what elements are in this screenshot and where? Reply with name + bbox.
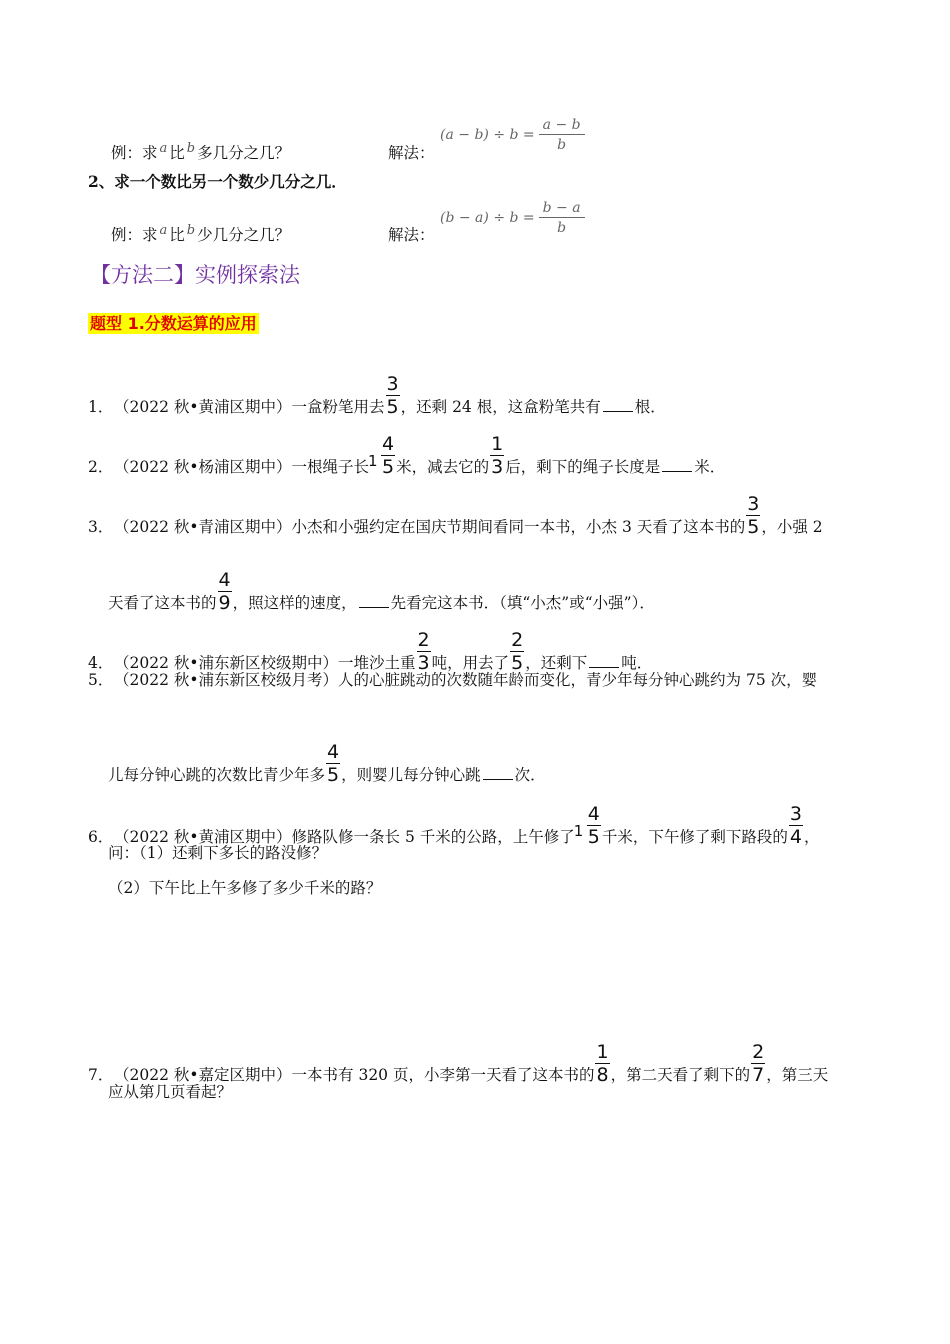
method-title: 【方法二】实例探索法 bbox=[90, 263, 300, 287]
q2-text-1: 一根绳子长 bbox=[291, 458, 370, 476]
fraction-numerator: 1 bbox=[596, 1041, 609, 1063]
mixed-fraction bbox=[368, 433, 395, 478]
rule2-formula bbox=[440, 200, 585, 236]
answer-blank[interactable] bbox=[662, 457, 692, 472]
fraction-numerator: 3 bbox=[386, 373, 399, 395]
fraction-numerator: 4 bbox=[587, 803, 600, 825]
question-number: 3． bbox=[88, 518, 114, 536]
fraction-numerator: 3 bbox=[747, 493, 760, 515]
fraction-denominator: 7 bbox=[752, 1064, 765, 1086]
question-source: （2022 秋•浦东新区校级月考） bbox=[114, 671, 339, 689]
fraction bbox=[751, 1042, 765, 1085]
q3-text-3: 天看了这本书的 bbox=[108, 594, 217, 612]
fraction bbox=[218, 570, 232, 613]
fraction-numerator: 1 bbox=[491, 433, 504, 455]
question-number: 4． bbox=[88, 654, 114, 672]
question-2 bbox=[88, 434, 725, 477]
fraction-denominator: 5 bbox=[386, 396, 399, 418]
rule2-heading: 2、求一个数比另一个数少几分之几． bbox=[88, 172, 347, 191]
q6-text-3: ， bbox=[803, 828, 820, 846]
rule2-formula-num: b − a bbox=[539, 200, 585, 218]
question-type-tag: 题型 1.分数运算的应用 bbox=[90, 314, 257, 333]
question-5-continued bbox=[108, 742, 546, 785]
fraction bbox=[417, 630, 431, 673]
fraction-denominator: 5 bbox=[382, 456, 395, 478]
fraction-denominator: 5 bbox=[587, 826, 600, 848]
fraction-numerator: 4 bbox=[218, 569, 231, 591]
question-7-continued: 应从第几页看起？ bbox=[108, 1083, 233, 1101]
mixed-fraction bbox=[573, 803, 601, 848]
fraction-whole: 1 bbox=[573, 822, 584, 840]
fraction-numerator: 2 bbox=[511, 629, 524, 651]
answer-blank[interactable] bbox=[483, 765, 513, 780]
question-6 bbox=[88, 804, 819, 847]
rule1-example-prefix: 例：求 bbox=[111, 144, 158, 162]
fraction-numerator: 2 bbox=[417, 629, 430, 651]
rule1-formula-fraction bbox=[539, 117, 585, 153]
q7-text-2: ，第二天看了剩下的 bbox=[610, 1066, 751, 1084]
fraction bbox=[510, 630, 524, 673]
answer-blank[interactable] bbox=[603, 397, 633, 412]
question-source: （2022 秋•嘉定区期中） bbox=[114, 1066, 292, 1084]
answer-blank[interactable] bbox=[589, 653, 619, 668]
question-source: （2022 秋•黄浦区期中） bbox=[114, 828, 292, 846]
var-a: a bbox=[159, 223, 168, 238]
question-source: （2022 秋•黄浦区期中） bbox=[114, 398, 292, 416]
fraction bbox=[490, 434, 504, 477]
question-4 bbox=[88, 630, 652, 673]
rule1-formula-den: b bbox=[557, 137, 567, 153]
q5-text-3: ，则婴儿每分钟心跳 bbox=[341, 766, 481, 784]
question-source: （2022 秋•杨浦区期中） bbox=[114, 458, 292, 476]
fraction-numerator: 4 bbox=[327, 741, 340, 763]
rule2-example-prefix: 例：求 bbox=[111, 226, 158, 244]
fraction-numerator: 3 bbox=[789, 803, 802, 825]
fraction-denominator: 4 bbox=[789, 826, 802, 848]
q5-text-2: 儿每分钟心跳的次数比青少年多 bbox=[108, 766, 326, 784]
question-type-heading bbox=[88, 314, 259, 334]
q6-text-1: 修路队修一条长 5 千米的公路，上午修了 bbox=[291, 828, 575, 846]
fraction-denominator: 5 bbox=[747, 516, 760, 538]
fraction bbox=[789, 804, 803, 847]
q2-text-4: 米． bbox=[694, 458, 726, 476]
rule2-suffix: 少几分之几？ bbox=[197, 226, 291, 244]
rule2-formula-fraction bbox=[539, 200, 585, 236]
q3-text-1: 小杰和小强约定在国庆节期间看同一本书，小杰 3 天看了这本书的 bbox=[291, 518, 746, 536]
fraction-denominator: 5 bbox=[327, 764, 340, 786]
fraction-denominator: 9 bbox=[218, 592, 231, 614]
question-number: 6． bbox=[88, 828, 114, 846]
question-5 bbox=[88, 670, 817, 690]
rule2-formula-den: b bbox=[557, 220, 567, 236]
fraction-numerator: 4 bbox=[382, 433, 395, 455]
q7-text-1: 一本书有 320 页，小李第一天看了这本书的 bbox=[291, 1066, 595, 1084]
rule1-formula bbox=[440, 117, 585, 153]
q4-text-2: 吨，用去了 bbox=[431, 654, 510, 672]
answer-blank[interactable] bbox=[359, 593, 389, 608]
rule1-example bbox=[111, 143, 290, 165]
question-number: 1． bbox=[88, 398, 114, 416]
question-source: （2022 秋•浦东新区校级期中） bbox=[114, 654, 339, 672]
fraction-denominator: 5 bbox=[511, 652, 524, 674]
q2-text-2: 米，减去它的 bbox=[396, 458, 490, 476]
var-a: a bbox=[159, 141, 168, 156]
fraction-denominator: 3 bbox=[491, 456, 504, 478]
fraction bbox=[386, 374, 400, 417]
q3-text-2: ，小强 2 bbox=[761, 518, 823, 536]
question-1 bbox=[88, 374, 666, 417]
q4-text-3: ，还剩下 bbox=[525, 654, 588, 672]
fraction bbox=[326, 742, 340, 785]
rule1-suffix: 多几分之几？ bbox=[197, 144, 291, 162]
fraction-whole: 1 bbox=[368, 452, 378, 470]
fraction-denominator: 3 bbox=[417, 652, 430, 674]
var-b: b bbox=[186, 223, 196, 238]
q4-text-1: 一堆沙土重 bbox=[338, 654, 416, 672]
q1-text-1: 一盒粉笔用去 bbox=[291, 398, 385, 416]
q1-text-2: ，还剩 24 根，这盒粉笔共有 bbox=[400, 398, 601, 416]
rule1-formula-left: (a − b) ÷ b = bbox=[440, 127, 535, 143]
q7-text-3: ，第三天 bbox=[766, 1066, 829, 1084]
question-source: （2022 秋•青浦区期中） bbox=[114, 518, 292, 536]
q4-text-4: 吨． bbox=[621, 654, 653, 672]
rule1-mid: 比 bbox=[169, 144, 185, 162]
question-7 bbox=[88, 1042, 828, 1085]
q1-text-3: 根． bbox=[634, 398, 666, 416]
question-6-part-1: 问：（1）还剩下多长的路没修？ bbox=[108, 844, 328, 862]
q5-text-1: 人的心脏跳动的次数随年龄而变化，青少年每分钟心跳约为 75 次，婴 bbox=[338, 671, 818, 689]
q2-text-3: 后，剩下的绳子长度是 bbox=[505, 458, 661, 476]
rule2-mid: 比 bbox=[169, 226, 185, 244]
rule2-solution-label: 解法： bbox=[388, 226, 435, 244]
rule1-solution-label: 解法： bbox=[388, 144, 435, 162]
rule2-formula-left: (b − a) ÷ b = bbox=[440, 210, 535, 226]
q3-text-4: ，照这样的速度， bbox=[232, 594, 357, 612]
rule1-formula-num: a − b bbox=[539, 117, 585, 135]
fraction bbox=[746, 494, 760, 537]
question-number: 7． bbox=[88, 1066, 114, 1084]
fraction-denominator: 8 bbox=[596, 1064, 609, 1086]
var-b: b bbox=[186, 141, 196, 156]
q3-text-5: 先看完这本书．（填“小杰”或“小强”）． bbox=[390, 594, 655, 612]
question-number: 5． bbox=[88, 671, 114, 689]
q5-text-4: 次． bbox=[514, 766, 546, 784]
question-3-continued bbox=[108, 570, 655, 613]
question-number: 2． bbox=[88, 458, 114, 476]
fraction bbox=[595, 1042, 609, 1085]
question-3 bbox=[88, 494, 823, 537]
fraction-numerator: 2 bbox=[752, 1041, 765, 1063]
q6-text-2: 千米，下午修了剩下路段的 bbox=[601, 828, 788, 846]
question-6-part-2: （2）下午比上午多修了多少千米的路？ bbox=[108, 879, 382, 897]
rule2-example bbox=[111, 225, 290, 247]
